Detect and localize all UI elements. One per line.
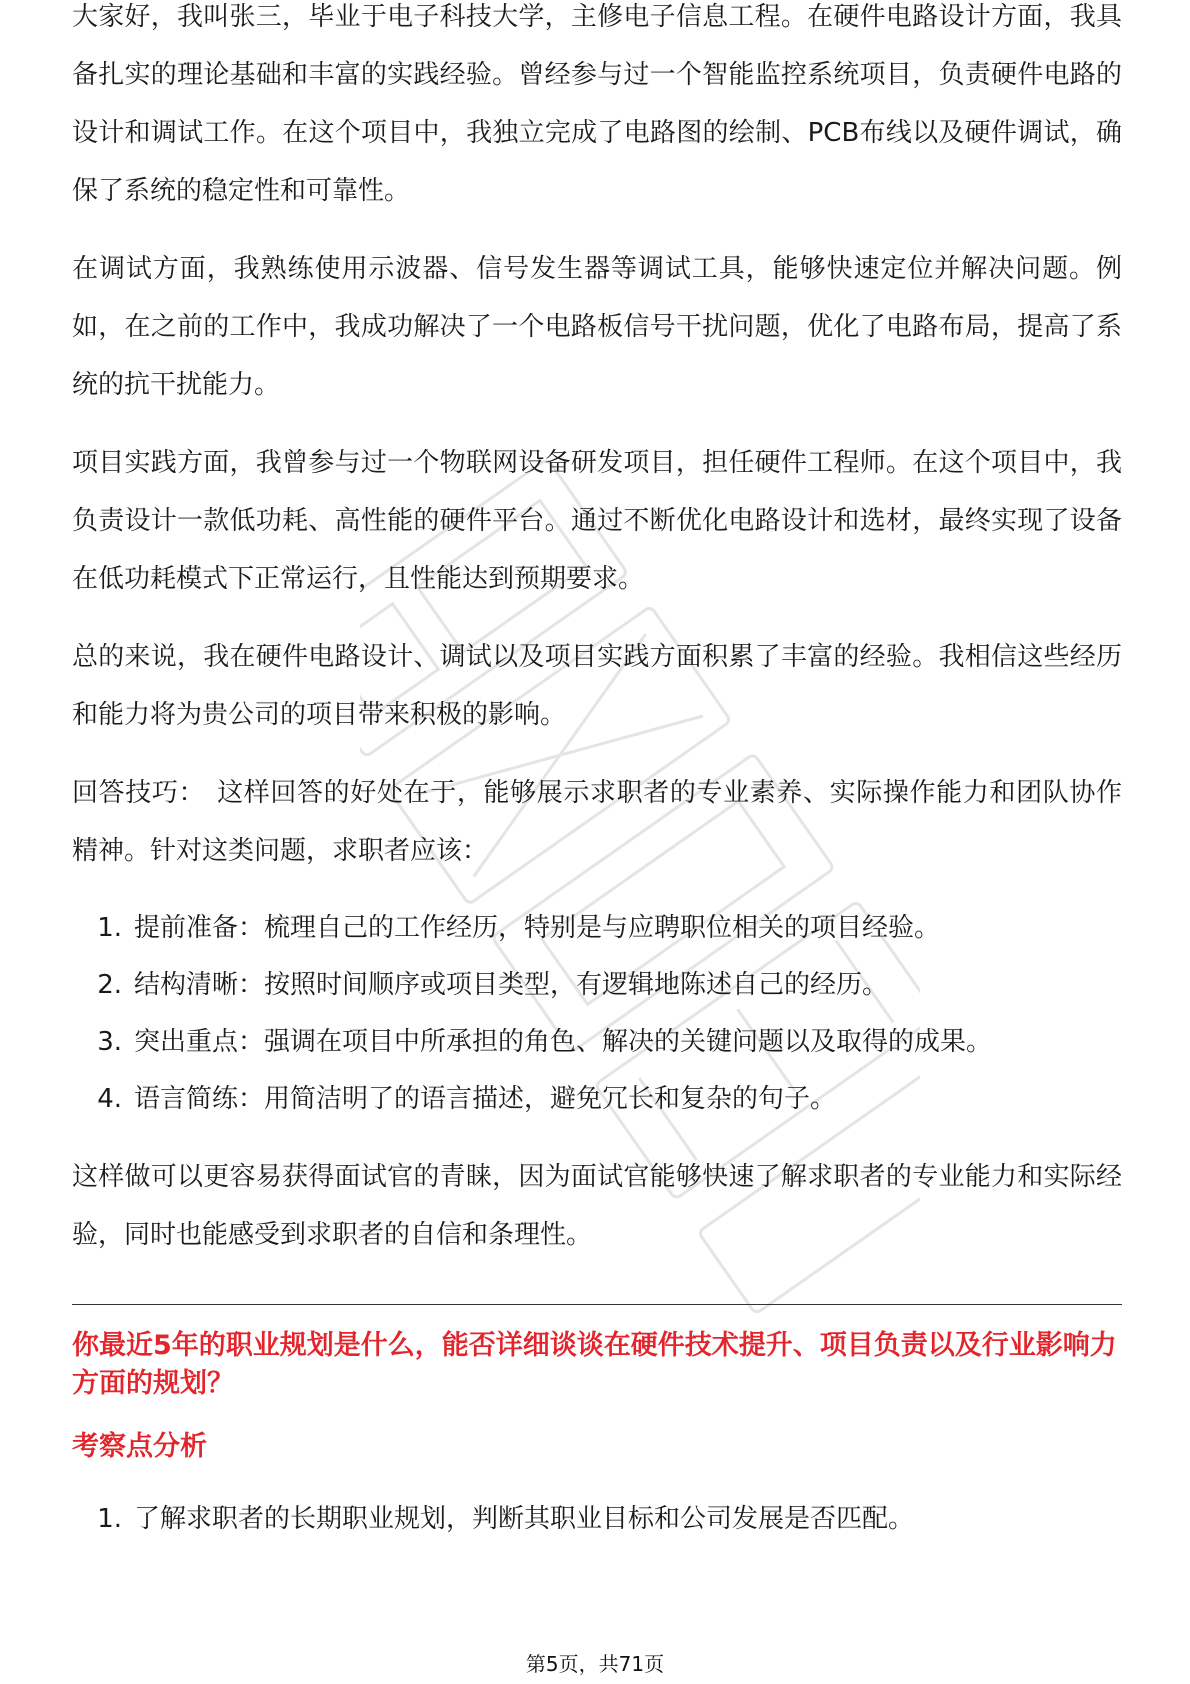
list-item xyxy=(72,1014,1122,1071)
document-body xyxy=(72,2,1122,1568)
next-question-heading: 你最近5年的职业规划是什么，能否详细谈谈在硬件技术提升、项目负责以及行业影响力方面的规划？ xyxy=(72,1330,1117,1399)
summary-paragraph: 总的来说，我在硬件电路设计、调试以及项目实践方面积累了丰富的经验。我相信这些经历和能力将为贵公司的项目带来积极的影响。 xyxy=(72,642,1122,730)
conclusion-paragraph: 这样做可以更容易获得面试官的青睐，因为面试官能够快速了解求职者的专业能力和实际经验，同时也能感受到求职者的自信和条理性。 xyxy=(72,1162,1122,1250)
intro-paragraph: 大家好，我叫张三，毕业于电子科技大学，主修电子信息工程。在硬件电路设计方面，我具备扎实的理论基础和丰富的实践经验。曾经参与过一个智能监控系统项目，负责硬件电路的设计和调试工作。在这个项目中，我独立完成了电路图的绘制、PCB布线以及硬件调试，确保了系统的稳定性和可靠性。 xyxy=(72,2,1122,206)
list-text: 语言简练：用简洁明了的语言描述，避免冗长和复杂的句子。 xyxy=(134,1084,837,1114)
tips-list xyxy=(72,900,1122,1128)
list-number: 3. xyxy=(97,1027,122,1057)
list-text: 了解求职者的长期职业规划，判断其职业目标和公司发展是否匹配。 xyxy=(134,1504,915,1534)
list-item xyxy=(72,900,1122,957)
list-item xyxy=(72,957,1122,1014)
list-number: 1. xyxy=(97,913,122,943)
list-text: 提前准备：梳理自己的工作经历，特别是与应聘职位相关的项目经验。 xyxy=(134,913,941,943)
list-text: 突出重点：强调在项目中所承担的角色、解决的关键问题以及取得的成果。 xyxy=(134,1027,993,1057)
page-number-footer: 第5页，共71页 xyxy=(525,1652,665,1676)
analysis-list xyxy=(72,1491,1122,1548)
list-text: 结构清晰：按照时间顺序或项目类型，有逻辑地陈述自己的经历。 xyxy=(134,970,889,1000)
list-number: 2. xyxy=(97,970,122,1000)
answer-tips-label: 回答技巧： xyxy=(72,778,206,808)
project-paragraph: 项目实践方面，我曾参与过一个物联网设备研发项目，担任硬件工程师。在这个项目中，我负责设计一款低功耗、高性能的硬件平台。通过不断优化电路设计和选材，最终实现了设备在低功耗模式下正常运行，且性能达到预期要求。 xyxy=(72,448,1122,594)
list-number: 1. xyxy=(97,1504,122,1534)
debugging-paragraph: 在调试方面，我熟练使用示波器、信号发生器等调试工具，能够快速定位并解决问题。例如，在之前的工作中，我成功解决了一个电路板信号干扰问题，优化了电路布局，提高了系统的抗干扰能力。 xyxy=(72,254,1122,400)
answer-tips xyxy=(72,764,1122,880)
answer-tips-text: 这样回答的好处在于，能够展示求职者的专业素养、实际操作能力和团队协作精神。针对这类问题，求职者应该： xyxy=(72,778,1122,866)
list-item xyxy=(72,1071,1122,1128)
section-divider xyxy=(72,1304,1122,1305)
analysis-heading: 考察点分析 xyxy=(72,1431,207,1462)
list-item xyxy=(72,1491,1122,1548)
list-number: 4. xyxy=(97,1084,122,1114)
